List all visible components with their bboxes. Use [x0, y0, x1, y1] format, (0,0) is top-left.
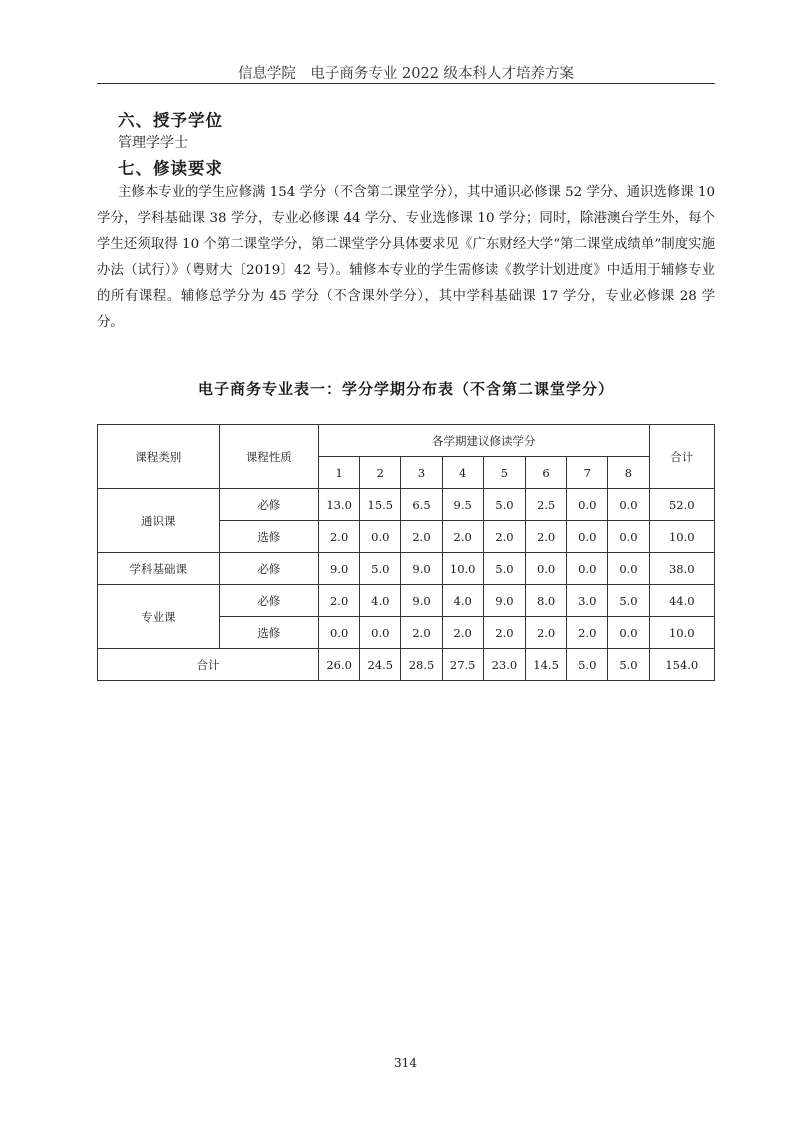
sum-cell: 24.5 [360, 649, 401, 681]
sum-cell: 27.5 [442, 649, 483, 681]
value-cell: 13.0 [319, 489, 360, 521]
section-heading-degree: 六、授予学位 [118, 111, 223, 130]
term-header: 6 [526, 457, 567, 489]
term-header: 7 [567, 457, 608, 489]
term-header: 3 [401, 457, 442, 489]
value-cell: 0.0 [567, 521, 608, 553]
total-cell: 38.0 [649, 553, 714, 585]
value-cell: 9.0 [401, 553, 442, 585]
value-cell: 0.0 [608, 489, 649, 521]
value-cell: 9.5 [442, 489, 483, 521]
value-cell: 5.0 [483, 553, 525, 585]
value-cell: 0.0 [608, 521, 649, 553]
value-cell: 2.0 [401, 521, 442, 553]
nature-cell: 必修 [219, 585, 318, 617]
total-cell: 10.0 [649, 521, 714, 553]
header-nature: 课程性质 [219, 425, 318, 489]
nature-cell: 必修 [219, 489, 318, 521]
value-cell: 2.0 [526, 521, 567, 553]
term-header: 4 [442, 457, 483, 489]
header-category: 课程类别 [98, 425, 220, 489]
table-header-row [98, 425, 715, 457]
requirements-paragraph: 主修本专业的学生应修满 154 学分（不含第二课堂学分），其中通识必修课 52 学分、通识选修课 10 学分，学科基础课 38 学分，专业必修课 44 学分、专业选修课 10 学分；同时，除港澳台学生外，每个学生还须取得 10 个第二课堂学分，第二课堂学分具体要求见《广东财经大学“第二课堂成绩单”制度实施办法（试行）》（粤财大〔2019〕42 号）。辅修本专业的学生需修读《教学计划进度》中适用于辅修专业的所有课程。辅修总学分为 45 学分（不含课外学分），其中学科基础课 17 学分，专业必修课 28 学分。 [97, 185, 715, 330]
value-cell: 2.0 [483, 617, 525, 649]
value-cell: 5.0 [483, 489, 525, 521]
value-cell: 9.0 [483, 585, 525, 617]
value-cell: 0.0 [526, 553, 567, 585]
value-cell: 9.0 [401, 585, 442, 617]
sum-cell: 5.0 [608, 649, 649, 681]
sum-cell: 23.0 [483, 649, 525, 681]
sum-cell: 26.0 [319, 649, 360, 681]
value-cell: 2.0 [442, 617, 483, 649]
category-cell: 专业课 [98, 585, 220, 649]
value-cell: 0.0 [608, 553, 649, 585]
page-number: 314 [394, 1056, 417, 1070]
table-row [98, 585, 715, 617]
category-cell: 学科基础课 [98, 553, 220, 585]
value-cell: 2.5 [526, 489, 567, 521]
sum-total-cell: 154.0 [649, 649, 714, 681]
table-sum-row [98, 649, 715, 681]
value-cell: 0.0 [567, 489, 608, 521]
category-cell: 通识课 [98, 489, 220, 553]
value-cell: 15.5 [360, 489, 401, 521]
nature-cell: 选修 [219, 521, 318, 553]
total-cell: 10.0 [649, 617, 714, 649]
value-cell: 0.0 [608, 617, 649, 649]
value-cell: 3.0 [567, 585, 608, 617]
header-total: 合计 [649, 425, 714, 489]
value-cell: 2.0 [401, 617, 442, 649]
value-cell: 0.0 [360, 617, 401, 649]
value-cell: 4.0 [360, 585, 401, 617]
term-header: 8 [608, 457, 649, 489]
table-row [98, 489, 715, 521]
term-header: 2 [360, 457, 401, 489]
nature-cell: 必修 [219, 553, 318, 585]
total-cell: 44.0 [649, 585, 714, 617]
value-cell: 8.0 [526, 585, 567, 617]
value-cell: 0.0 [567, 553, 608, 585]
value-cell: 2.0 [567, 617, 608, 649]
term-header: 5 [483, 457, 525, 489]
sum-label: 合计 [98, 649, 319, 681]
value-cell: 9.0 [319, 553, 360, 585]
value-cell: 2.0 [319, 521, 360, 553]
table-row [98, 553, 715, 585]
value-cell: 2.0 [442, 521, 483, 553]
sum-cell: 28.5 [401, 649, 442, 681]
sum-cell: 14.5 [526, 649, 567, 681]
value-cell: 4.0 [442, 585, 483, 617]
value-cell: 2.0 [526, 617, 567, 649]
value-cell: 2.0 [319, 585, 360, 617]
section-heading-requirements: 七、修读要求 [118, 159, 223, 178]
value-cell: 0.0 [360, 521, 401, 553]
nature-cell: 选修 [219, 617, 318, 649]
value-cell: 6.5 [401, 489, 442, 521]
credit-distribution-table [97, 424, 715, 681]
value-cell: 5.0 [608, 585, 649, 617]
header-semesters: 各学期建议修读学分 [319, 425, 650, 457]
sum-cell: 5.0 [567, 649, 608, 681]
value-cell: 10.0 [442, 553, 483, 585]
page-header: 信息学院 电子商务专业 2022 级本科人才培养方案 [237, 66, 575, 82]
value-cell: 2.0 [483, 521, 525, 553]
header-divider [97, 83, 715, 84]
value-cell: 0.0 [319, 617, 360, 649]
degree-text: 管理学学士 [118, 135, 188, 151]
value-cell: 5.0 [360, 553, 401, 585]
total-cell: 52.0 [649, 489, 714, 521]
term-header: 1 [319, 457, 360, 489]
table-title: 电子商务专业表一：学分学期分布表（不含第二课堂学分） [197, 380, 614, 398]
